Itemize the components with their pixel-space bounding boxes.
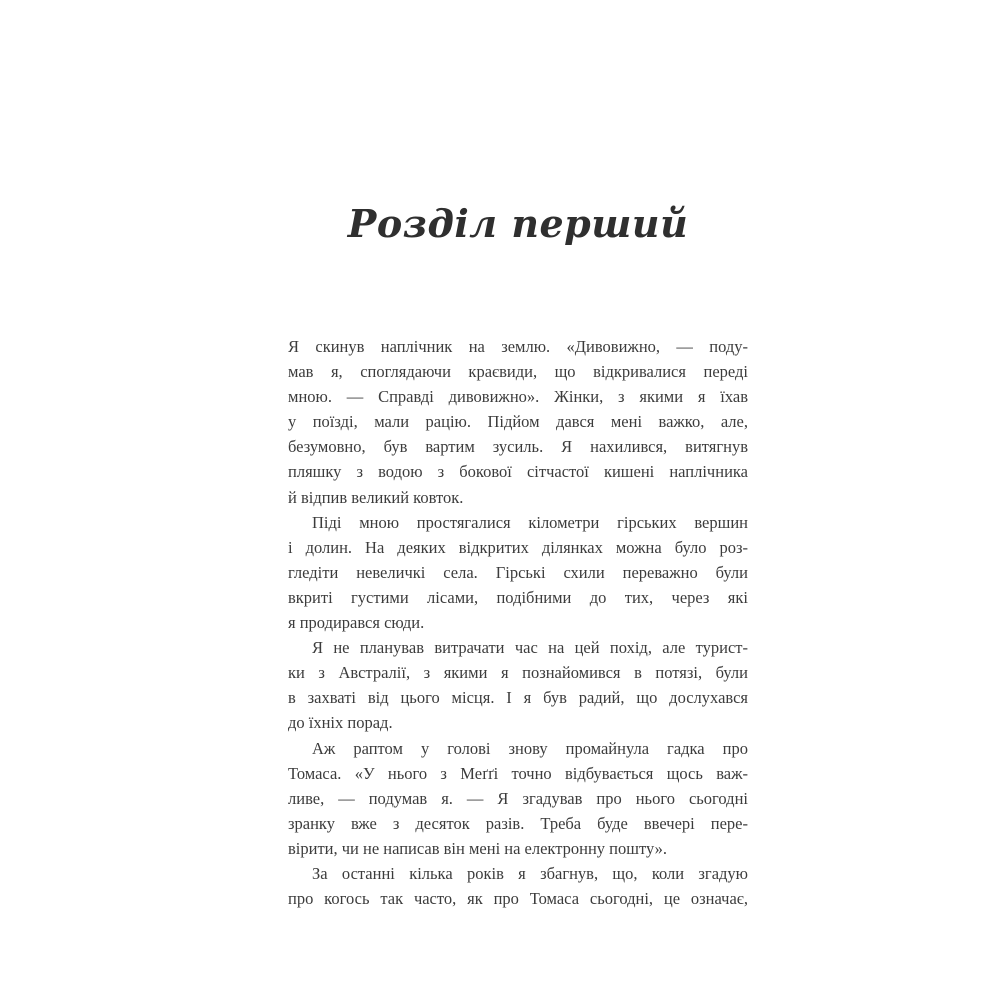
text-line: мав я, споглядаючи краєвиди, що відкривалися переді [288,362,748,382]
text-line: я продирався сюди. [288,613,425,633]
text-line: Томаса. «У нього з Меґґі точно відбувається щось важ- [288,763,748,783]
text-line: Піді мною простягалися кілометри гірських вершин [312,512,748,532]
body-text [288,334,748,911]
text-line: вкриті густими лісами, подібними до тих, через які [288,587,748,607]
text-line: й відпив великий ковток. [288,487,464,507]
text-line: Я не планував витрачати час на цей похід, але турист- [312,638,748,658]
text-line: мною. — Справді дивовижно». Жінки, з якими я їхав [288,387,748,407]
text-line: в захваті від цього місця. І я був радий, що дослухався [288,688,748,708]
chapter-title: Розділ перший [347,201,689,246]
text-line: ливе, — подумав я. — Я згадував про нього сьогодні [288,788,748,808]
text-line: пляшку з водою з бокової сітчастої кишені наплічника [288,462,748,482]
paragraph [288,334,748,510]
text-line: ки з Австралії, з якими я познайомився в потязі, були [288,663,748,683]
text-line: За останні кілька років я збагнув, що, коли згадую [312,863,748,883]
text-line: гледіти невеличкі села. Гірські схили переважно були [288,562,748,582]
paragraph [288,635,748,735]
paragraph [288,736,748,861]
text-line: безумовно, був вартим зусиль. Я нахилився, витягнув [288,437,748,457]
text-line: Аж раптом у голові знову промайнула гадка про [312,738,748,758]
text-line: до їхніх порад. [288,713,393,733]
text-line: зранку вже з десяток разів. Треба буде ввечері пере- [288,813,748,833]
text-line: у поїзді, мали рацію. Підйом дався мені важко, але, [288,412,748,432]
text-line: вірити, чи не написав він мені на електронну пошту». [288,838,667,858]
paragraph [288,861,748,911]
text-line: і долин. На деяких відкритих ділянках можна було роз- [288,537,748,557]
paragraph [288,510,748,635]
text-line: Я скинув наплічник на землю. «Дивовижно, — поду- [288,337,748,356]
text-line: про когось так часто, як про Томаса сьогодні, це означає, [288,889,748,909]
